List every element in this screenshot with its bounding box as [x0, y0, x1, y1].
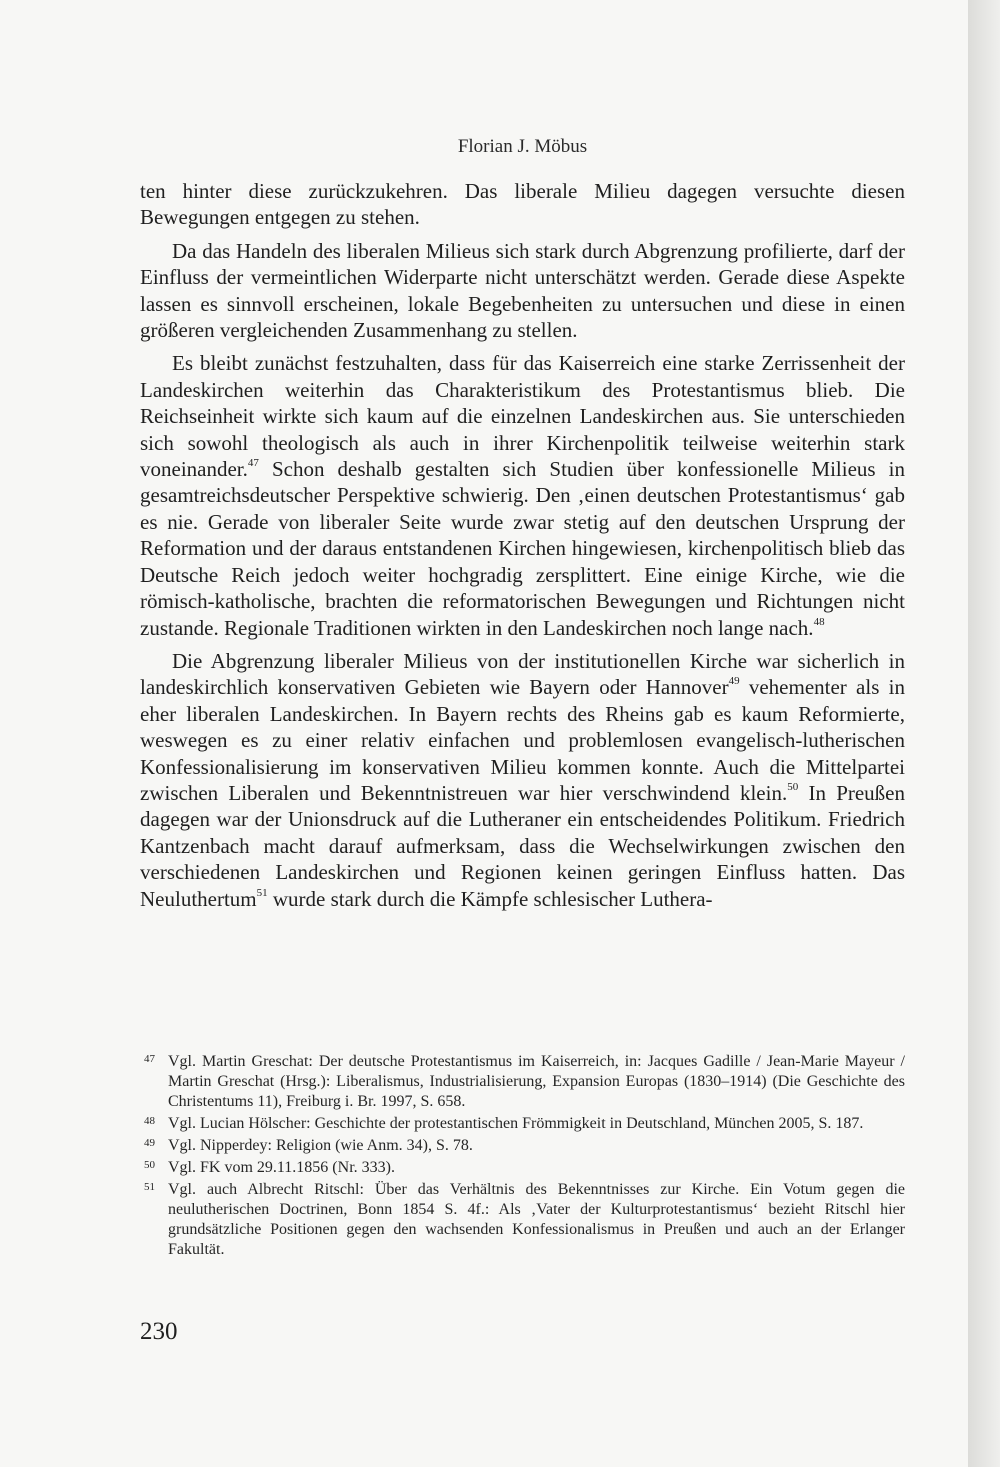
paragraph-4 — [140, 648, 905, 912]
footnote-51 — [140, 1180, 905, 1260]
footnote-ref-47: 47 — [247, 457, 259, 470]
footnote-50 — [140, 1158, 905, 1178]
footnote-number: 48 — [144, 1115, 155, 1127]
running-head-author: Florian J. Möbus — [457, 136, 588, 157]
paragraph-3-text-b: Schon deshalb gestalten sich Studien über konfessionelle Milieus in gesamtreichsdeutscher Perspektive schwierig. Den ‚einen deutschen Protestantismus‘ gab es nie. Gerade von liberaler Seite wurde zwar stetig auf den deutschen Ursprung der Reformation und der daraus entstandenen Kirchen hingewiesen, kirchenpolitisch blieb das Deutsche Reich jedoch weiter hochgradig zersplittert. Eine einige Kirche, wie die römisch-katholische, brachten die reformatorischen Bewegungen und Richtungen nicht zustande. Regionale Traditionen wirkten in den Landeskirchen noch lange nach. — [140, 457, 905, 640]
paragraph-3-text-a: Es bleibt zunächst festzuhalten, dass für das Kaiserreich eine starke Zerrissenheit der Landeskirchen weiterhin das Charakteristikum des Protestantismus blieb. Die Reichseinheit wirkte sich kaum auf die einzelnen Landeskirchen aus. Sie unterschieden sich sowohl theologisch als auch in ihrer Kirchenpolitik teilweise weiterhin stark voneinander. — [140, 351, 905, 482]
footnote-48 — [140, 1114, 905, 1134]
footnotes — [140, 1052, 905, 1262]
paragraph-4-text-d: wurde stark durch die Kämpfe schlesischer Luthera- — [267, 886, 713, 911]
footnote-text: Vgl. Nipperdey: Religion (wie Anm. 34), S. 78. — [168, 1137, 473, 1154]
paragraph-4-text-a: Die Abgrenzung liberaler Milieus von der institutionellen Kirche war sicherlich in landeskirchlich konservativen Gebieten wie Bayern oder Hannover — [140, 648, 905, 700]
footnote-49 — [140, 1136, 905, 1156]
paragraph-4-text-c: In Preußen dagegen war der Unionsdruck auf die Lutheraner ein entscheidendes Politikum. Friedrich Kantzenbach macht darauf aufmerksam, dass die Wechselwirkungen zwischen den verschiedenen Landeskirchen und Regionen keinen geringen Einfluss hatten. Das Neuluthertum — [140, 780, 906, 911]
footnote-ref-50: 50 — [787, 780, 799, 793]
footnote-number: 47 — [144, 1053, 155, 1065]
footnote-number: 49 — [144, 1137, 155, 1149]
footnote-text: Vgl. auch Albrecht Ritschl: Über das Verhältnis des Bekenntnisses zur Kirche. Ein Votum gegen die neulutherischen Doctrinen, Bonn 1854 S. 4f.: Als ‚Vater der Kulturprotestantismus‘ bezieht Ritschl hier grundsätzliche Positionen gegen den wachsenden Konfessionalismus in Preußen und auch an der Erlanger Fakultät. — [168, 1181, 905, 1258]
footnote-ref-48: 48 — [813, 615, 825, 628]
page-number: 230 — [140, 1318, 178, 1345]
main-text — [140, 178, 905, 919]
paragraph-1 — [140, 178, 905, 231]
footnote-text: Vgl. Martin Greschat: Der deutsche Protestantismus im Kaiserreich, in: Jacques Gadille / Jean-Marie Mayeur / Martin Greschat (Hrsg.): Liberalismus, Industrialisierung, Expansion Europas (1830–1914) (Die Geschichte des Christentums 11), Freiburg i. Br. 1997, S. 658. — [168, 1053, 905, 1110]
footnote-ref-51: 51 — [256, 886, 268, 899]
footnote-text: Vgl. FK vom 29.11.1856 (Nr. 333). — [168, 1159, 395, 1176]
footnote-number: 51 — [144, 1181, 155, 1193]
paragraph-1-text: ten hinter diese zurückzukehren. Das liberale Milieu dagegen versuchte diesen Bewegungen entgegen zu stehen. — [140, 179, 905, 230]
paragraph-2-text: Da das Handeln des liberalen Milieus sich stark durch Abgrenzung profilierte, darf der Einfluss der vermeintlichen Widerparte nicht unterschätzt werden. Gerade diese Aspekte lassen es sinnvoll erscheinen, lokale Begebenheiten zu untersuchen und diese in einen größeren vergleichenden Zusammenhang zu stellen. — [140, 238, 905, 343]
footnote-number: 50 — [144, 1159, 155, 1171]
footnote-ref-49: 49 — [728, 675, 740, 688]
paragraph-3 — [140, 350, 905, 640]
footnote-47 — [140, 1052, 905, 1112]
footnote-text: Vgl. Lucian Hölscher: Geschichte der protestantischen Frömmigkeit in Deutschland, München 2005, S. 187. — [168, 1115, 864, 1132]
paragraph-2 — [140, 238, 905, 344]
paragraph-4-text-b: vehementer als in eher liberalen Landeskirchen. In Bayern rechts des Rheins gab es kaum Reformierte, weswegen es zu einer relativ einfachen und problemlosen evangelisch-lutherischen Konfessionalisierung im konservativen Milieu kommen konnte. Auch die Mittelpartei zwischen Liberalen und Bekenntnistreuen war hier verschwindend klein. — [140, 675, 905, 805]
page-edge-shadow — [968, 0, 1000, 1467]
